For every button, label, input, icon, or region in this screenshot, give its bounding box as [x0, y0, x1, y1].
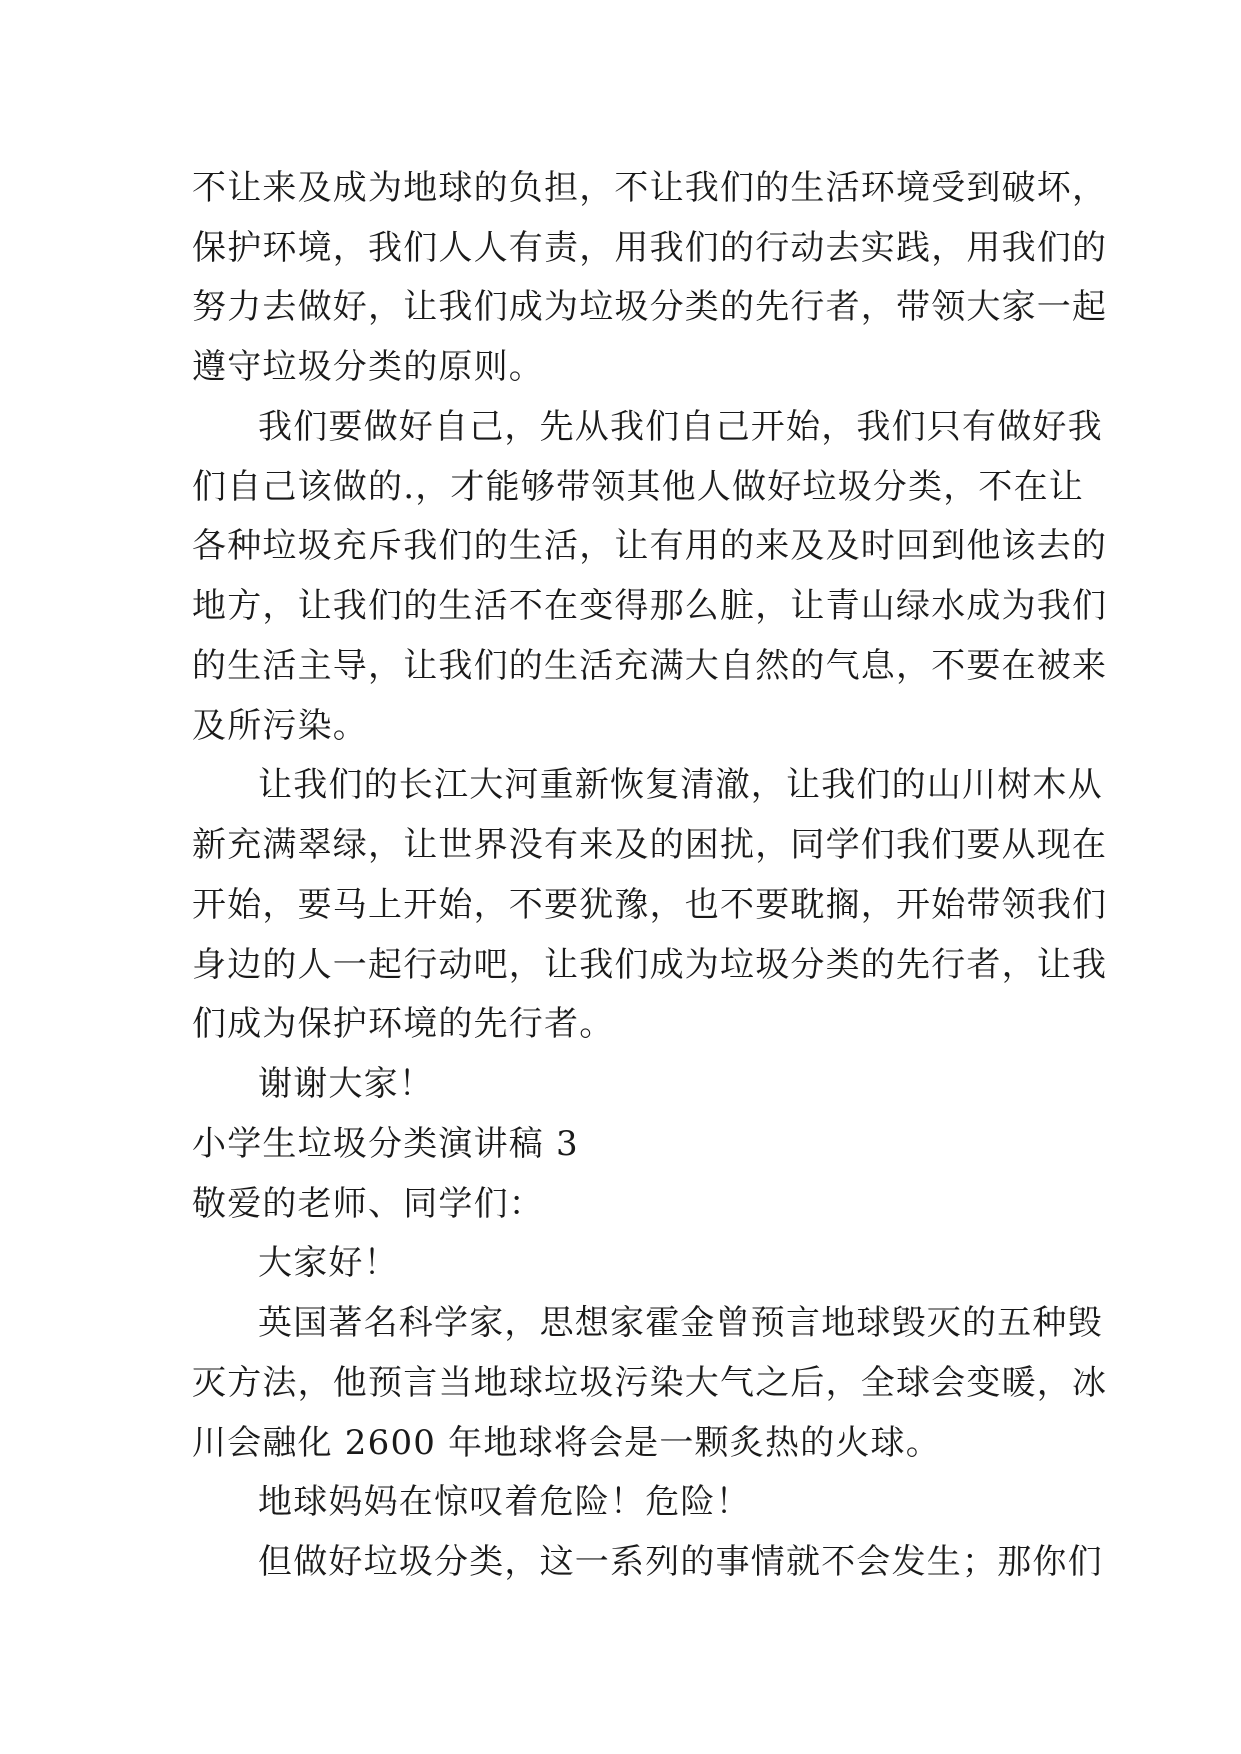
paragraph-line: 各种垃圾充斥我们的生活，让有用的来及及时回到他该去的 [192, 526, 1108, 566]
paragraph-line: 英国著名科学家，思想家霍金曾预言地球毁灭的五种毁 [258, 1303, 1103, 1343]
paragraph-line: 们成为保护环境的先行者。 [192, 1004, 615, 1044]
paragraph-line: 及所污染。 [192, 706, 368, 746]
closing-line: 谢谢大家！ [258, 1064, 434, 1104]
paragraph-line: 努力去做好，让我们成为垃圾分类的先行者，带领大家一起 [192, 287, 1108, 327]
greeting: 大家好！ [258, 1243, 399, 1283]
paragraph-line: 们自己该做的.，才能够带领其他人做好垃圾分类，不在让 [192, 467, 1085, 507]
paragraph-line: 不让来及成为地球的负担，不让我们的生活环境受到破坏， [192, 168, 1108, 208]
paragraph-line: 开始，要马上开始，不要犹豫，也不要耽搁，开始带领我们 [192, 885, 1108, 925]
paragraph-line: 身边的人一起行动吧，让我们成为垃圾分类的先行者，让我 [192, 945, 1108, 985]
paragraph-line: 地方，让我们的生活不在变得那么脏，让青山绿水成为我们 [192, 586, 1108, 626]
paragraph-line: 遵守垃圾分类的原则。 [192, 347, 544, 387]
paragraph-line: 地球妈妈在惊叹着危险！危险！ [258, 1482, 751, 1522]
paragraph-line: 我们要做好自己，先从我们自己开始，我们只有做好我 [258, 407, 1103, 447]
paragraph-line: 让我们的长江大河重新恢复清澈，让我们的山川树木从 [258, 765, 1103, 805]
paragraph-line: 新充满翠绿，让世界没有来及的困扰，同学们我们要从现在 [192, 825, 1108, 865]
paragraph-line: 的生活主导，让我们的生活充满大自然的气息，不要在被来 [192, 646, 1108, 686]
paragraph-line: 保护环境，我们人人有责，用我们的行动去实践，用我们的 [192, 228, 1108, 268]
section-title: 小学生垃圾分类演讲稿 3 [192, 1124, 579, 1164]
paragraph-line: 灭方法，他预言当地球垃圾污染大气之后，全球会变暖，冰 [192, 1363, 1108, 1403]
paragraph-line: 川会融化 2600 年地球将会是一颗炙热的火球。 [192, 1423, 941, 1463]
salutation: 敬爱的老师、同学们： [192, 1184, 544, 1224]
paragraph-line: 但做好垃圾分类，这一系列的事情就不会发生；那你们 [258, 1542, 1103, 1582]
